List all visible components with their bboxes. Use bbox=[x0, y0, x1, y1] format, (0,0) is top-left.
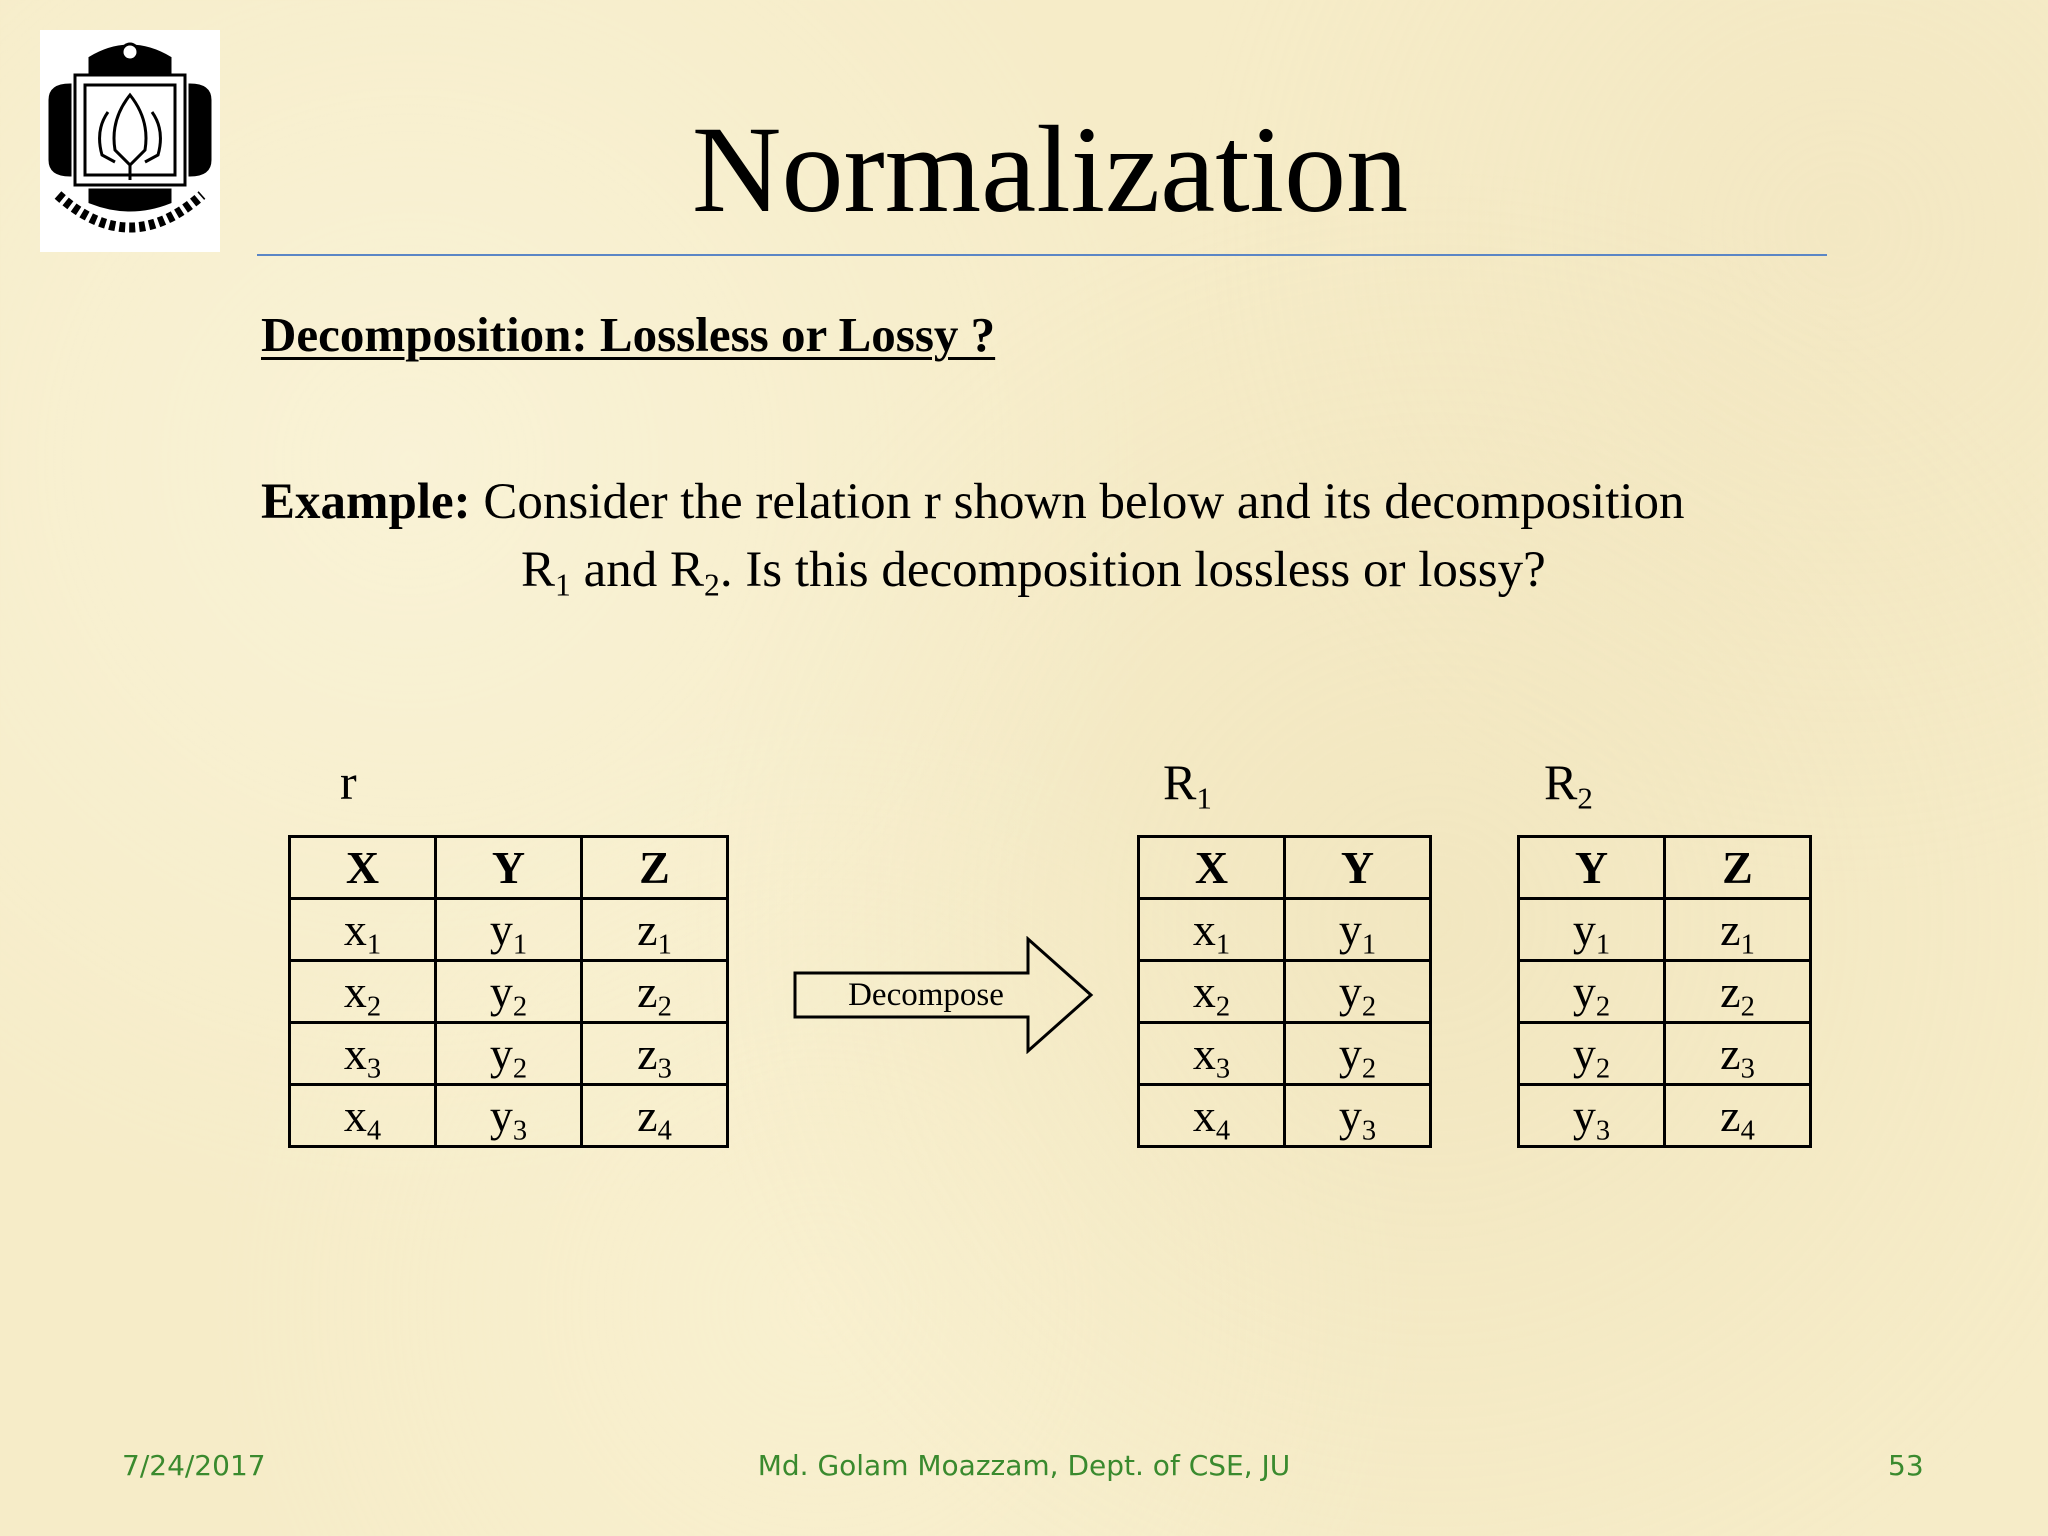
example-r2-sub: 2 bbox=[704, 567, 720, 603]
example-text-line1: Consider the relation r shown below and its decomposition bbox=[483, 474, 1685, 530]
example-question: . Is this decomposition lossless or lossy? bbox=[719, 542, 1546, 598]
table-cell: $z_2$ bbox=[1665, 961, 1811, 1023]
example-paragraph bbox=[261, 468, 1685, 604]
table-cell: $z_1$ bbox=[582, 899, 728, 961]
slide-number: 53 bbox=[1888, 1449, 1924, 1482]
table-cell: $y_2$ bbox=[1285, 1023, 1431, 1085]
table-row bbox=[1519, 1085, 1811, 1147]
table-row bbox=[290, 899, 728, 961]
table-cell: $z_3$ bbox=[582, 1023, 728, 1085]
example-text-line2 bbox=[261, 536, 1685, 604]
column-header: Y bbox=[436, 837, 582, 899]
relation-r2-table bbox=[1517, 835, 1812, 1148]
column-header: Z bbox=[1665, 837, 1811, 899]
relation-r-label-text: r bbox=[340, 754, 357, 810]
relation-r2-label bbox=[1544, 752, 1593, 816]
table-cell: $x_1$ bbox=[1139, 899, 1285, 961]
decompose-arrow bbox=[792, 936, 1095, 1054]
table-row bbox=[1519, 899, 1811, 961]
table-row bbox=[290, 1023, 728, 1085]
footer-author: Md. Golam Moazzam, Dept. of CSE, JU bbox=[757, 1449, 1291, 1482]
column-header: Z bbox=[582, 837, 728, 899]
table-header-row bbox=[1139, 837, 1431, 899]
example-r2-name: and R bbox=[570, 542, 704, 598]
relation-r1-label bbox=[1163, 752, 1212, 816]
relation-r1-table bbox=[1137, 835, 1432, 1148]
table-row bbox=[1139, 1085, 1431, 1147]
example-r1-name: R bbox=[521, 542, 556, 598]
table-cell: $y_1$ bbox=[436, 899, 582, 961]
table-cell: $y_2$ bbox=[436, 961, 582, 1023]
table-cell: $z_3$ bbox=[1665, 1023, 1811, 1085]
table-cell: $x_4$ bbox=[290, 1085, 436, 1147]
table-header-row bbox=[290, 837, 728, 899]
table-cell: $z_1$ bbox=[1665, 899, 1811, 961]
table-cell: $x_4$ bbox=[1139, 1085, 1285, 1147]
example-label: Example: bbox=[261, 474, 471, 530]
table-row bbox=[1139, 1023, 1431, 1085]
slide-subtitle: Decomposition: Lossless or Lossy ? bbox=[261, 307, 996, 362]
table-cell: $z_4$ bbox=[1665, 1085, 1811, 1147]
table-cell: $y_2$ bbox=[1285, 961, 1431, 1023]
table-row bbox=[290, 1085, 728, 1147]
table-cell: $x_2$ bbox=[1139, 961, 1285, 1023]
table-cell: $y_2$ bbox=[1519, 1023, 1665, 1085]
column-header: X bbox=[1139, 837, 1285, 899]
relation-r-table bbox=[288, 835, 729, 1148]
table-cell: $y_3$ bbox=[1285, 1085, 1431, 1147]
table-cell: $y_2$ bbox=[436, 1023, 582, 1085]
table-cell: $x_1$ bbox=[290, 899, 436, 961]
table-row bbox=[1139, 961, 1431, 1023]
relation-r1-label-text: R bbox=[1163, 754, 1197, 810]
table-cell: $z_4$ bbox=[582, 1085, 728, 1147]
table-row bbox=[1519, 1023, 1811, 1085]
column-header: Y bbox=[1285, 837, 1431, 899]
table-cell: $x_3$ bbox=[290, 1023, 436, 1085]
slide-title: Normalization bbox=[691, 101, 1409, 238]
column-header: Y bbox=[1519, 837, 1665, 899]
relation-r2-label-text: R bbox=[1544, 754, 1578, 810]
table-cell: $y_1$ bbox=[1519, 899, 1665, 961]
table-cell: $y_3$ bbox=[1519, 1085, 1665, 1147]
table-row bbox=[290, 961, 728, 1023]
title-divider bbox=[257, 254, 1827, 256]
table-row bbox=[1519, 961, 1811, 1023]
decompose-label: Decompose bbox=[848, 977, 1004, 1013]
footer-date: 7/24/2017 bbox=[122, 1449, 266, 1482]
example-r1-sub: 1 bbox=[555, 567, 571, 603]
table-cell: $y_2$ bbox=[1519, 961, 1665, 1023]
column-header: X bbox=[290, 837, 436, 899]
table-cell: $y_3$ bbox=[436, 1085, 582, 1147]
table-cell: $z_2$ bbox=[582, 961, 728, 1023]
relation-r-label bbox=[340, 752, 357, 812]
relation-r2-label-sub: 2 bbox=[1577, 780, 1593, 816]
table-cell: $x_3$ bbox=[1139, 1023, 1285, 1085]
table-row bbox=[1139, 899, 1431, 961]
table-cell: $x_2$ bbox=[290, 961, 436, 1023]
table-cell: $y_1$ bbox=[1285, 899, 1431, 961]
relation-r1-label-sub: 1 bbox=[1196, 780, 1212, 816]
table-header-row bbox=[1519, 837, 1811, 899]
